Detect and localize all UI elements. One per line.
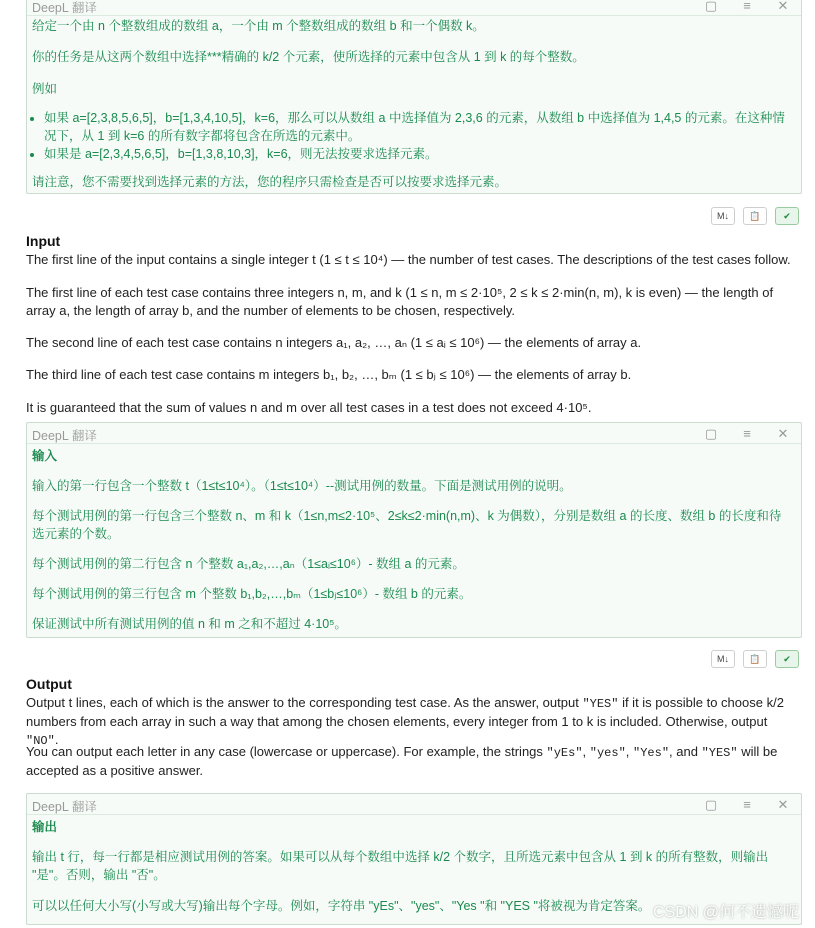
code-no: "NO" [26,734,55,748]
section-heading: Input [26,233,61,249]
translation-text: 你的任务是从这两个数组中选择***精确的 k/2 个元素，使所选择的元素中包含从 1 到 k 的每个整数。 [32,50,585,64]
copy-button[interactable] [743,650,767,668]
list-item: • 如果 a=[2,3,8,5,6,5]，b=[1,3,4,10,5]，k=6，那么可以从数组 a 中选择值为 2,3,6 的元素，从数组 b 中选择值为 1,4,5 的元素。在这种情况下，从 1 到 k=6 的所有数字都将包含在所选的元素中。 [44,109,793,145]
text: Output t lines, each of which is the answer to the corresponding test case. As the answer, output [26,695,583,710]
list-item: • 如果是 a=[2,3,4,5,6,5]，b=[1,3,8,10,3]，k=6，则无法按要求选择元素。 [44,145,793,163]
paragraph: The first line of the input contains a single integer t (1 ≤ t ≤ 10⁴) — the number of test cases. The descriptions of the test cases follow. [26,252,791,267]
paragraph: It is guaranteed that the sum of values n and m over all test cases in a test does not exceed 4·10⁵. [26,400,592,415]
translation-text: 保证测试中所有测试用例的值 n 和 m 之和不超过 4·10⁵。 [32,617,347,631]
code-yes: "YES" [582,697,619,711]
translation-box-1 [26,0,802,194]
paragraph: The second line of each test case contains n integers a₁, a₂, …, aₙ (1 ≤ aᵢ ≤ 10⁶) — the elements of array a. [26,335,642,350]
markdown-button[interactable]: M↓ [711,207,735,225]
copy-icon[interactable]: ▢ [704,426,718,441]
translation-text: 输出 t 行，每一行都是相应测试用例的答案。如果可以从每个数组中选择 k/2 个数字，且所选元素中包含从 1 到 k 的所有整数，则输出 "是"。否则，输出 "否"。 [32,850,769,882]
copy-icon: 📋 [749,210,761,221]
watermark: CSDN @何不遗憾呢 [652,904,799,921]
translation-text: 给定一个由 n 个整数组成的数组 a，一个由 m 个整数组成的数组 b 和一个偶数 k。 [32,19,485,33]
translation-label: DeepL 翻译 [32,1,97,15]
check-icon: ✔ [783,653,791,664]
menu-icon[interactable]: ≡ [743,0,751,13]
translation-header [27,423,801,444]
copy-icon: 📋 [749,653,761,664]
translation-list [32,109,793,163]
paragraph: The first line of each test case contains three integers n, m, and k (1 ≤ n, m ≤ 2·10⁵, 2 ≤ k ≤ 2·min(n, m), k is even) — the length of array a, the length of array b, and the number of elements to be chosen, respectively. [26,285,774,318]
text: if it is possible to choose k/2 numbers from each array in such a way that among the chosen elements, every integer from 1 to k is included. Otherwise, output [26,695,784,729]
menu-icon[interactable]: ≡ [743,797,751,812]
markdown-button[interactable]: M↓ [711,650,735,668]
close-icon[interactable]: ✕ [777,0,789,13]
translation-heading: 输入 [32,449,58,463]
section-heading: Output [26,676,72,692]
translation-text: 每个测试用例的第一行包含三个整数 n、m 和 k（1≤n,m≤2·10⁵、2≤k≤2·min(n,m)、k 为偶数），分别是数组 a 的长度、数组 b 的长度和待选元素的个数。 [32,509,782,541]
check-icon: ✔ [783,210,791,221]
copy-icon[interactable]: ▢ [704,0,718,13]
text: You can output each letter in any case (lowercase or uppercase). For example, the strings [26,744,547,759]
translation-text: 每个测试用例的第二行包含 n 个整数 a₁,a₂,…,aₙ（1≤aᵢ≤10⁶）- 数组 a 的元素。 [32,557,465,571]
paragraph: You can output each letter in any case (lowercase or uppercase). For example, the strings "yEs", "yes", "Yes", and "YES" will be accepted as a positive answer. [26,744,778,778]
code-value: "yes" [589,746,626,760]
close-icon[interactable]: ✕ [777,797,789,812]
translation-heading: 输出 [32,820,58,834]
toolbar [711,650,799,668]
translation-text: 请注意，您不需要找到选择元素的方法，您的程序只需检查是否可以按要求选择元素。 [32,175,508,189]
translate-done-button[interactable] [775,650,799,668]
code-value: "yEs" [546,746,583,760]
toolbar [711,207,799,225]
code-value: "YES" [701,746,738,760]
translation-text: 可以以任何大小写(小写或大写)输出每个字母。例如，字符串 "yEs"、"yes"、"Yes "和 "YES "将被视为肯定答案。 [32,899,651,913]
translation-text: 每个测试用例的第三行包含 m 个整数 b₁,b₂,…,bₘ（1≤bⱼ≤10⁶）- 数组 b 的元素。 [32,587,472,601]
close-icon[interactable]: ✕ [777,426,789,441]
menu-icon[interactable]: ≡ [743,426,751,441]
paragraph [26,694,801,750]
text: will be accepted as a positive answer. [26,744,778,778]
paragraph: The third line of each test case contains m integers b₁, b₂, …, bₘ (1 ≤ bⱼ ≤ 10⁶) — the elements of array b. [26,367,632,382]
text: . [54,732,59,747]
translation-header [27,794,801,815]
translation-box-2 [26,422,802,638]
copy-icon[interactable]: ▢ [704,797,718,812]
translate-done-button[interactable] [775,207,799,225]
translation-header [27,0,801,16]
code-value: "Yes" [633,746,670,760]
translation-text: 例如 [32,82,58,96]
translation-text: 输入的第一行包含一个整数 t（1≤t≤10⁴）。（1≤t≤10⁴）--测试用例的数量。下面是测试用例的说明。 [32,479,572,493]
copy-button[interactable] [743,207,767,225]
translation-label: DeepL 翻译 [32,800,97,814]
translation-label: DeepL 翻译 [32,429,97,443]
